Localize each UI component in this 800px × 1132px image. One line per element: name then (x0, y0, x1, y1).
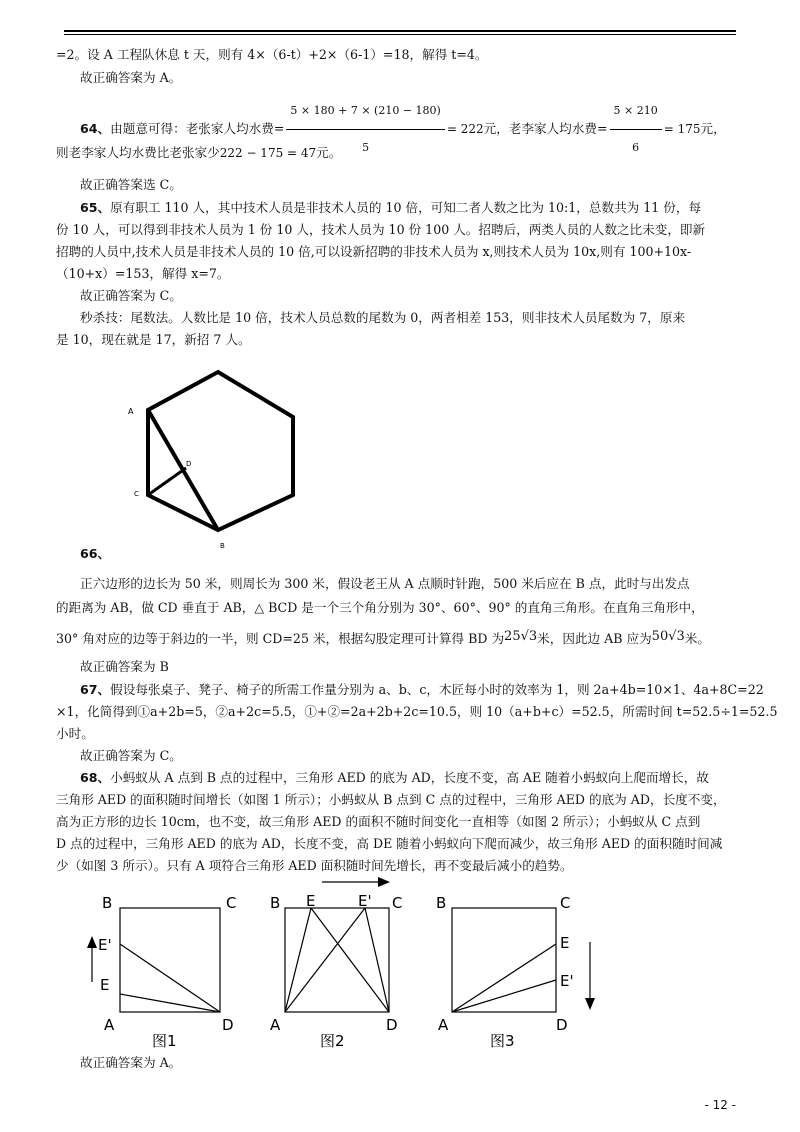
q65-line2: 份 10 人，可以得到非技术人员为 1 份 10 人，技术人员为 10 份 100 人。招聘后，两类人员的人数之比未变，即新 (56, 222, 706, 237)
fraction-numerator: 5 × 180 + 7 × (210 − 180) (286, 94, 444, 130)
q66-line3 (56, 626, 746, 650)
q64-text-d: 则老李家人均水费比老张家少 (56, 145, 220, 160)
q68-number: 68、 (80, 770, 111, 785)
fig1-arrowhead-icon (87, 936, 97, 948)
fig1-caption: 图1 (152, 1032, 177, 1050)
line-prev-solution: =2。设 A 工程队休息 t 天，则有 4×（6-t）+2×（6-1）=18，解得 t=4。 (56, 47, 488, 62)
fig1-label-a: A (104, 1016, 115, 1034)
hex-label-b: B (220, 542, 225, 550)
fig3-label-b: B (436, 894, 447, 912)
q65-trick-line2: 是 10，现在就是 17，新招 7 人。 (56, 332, 251, 347)
fig3-label-c: C (560, 894, 571, 912)
header-rule-bottom (64, 34, 736, 35)
fig1-label-e: E (100, 976, 110, 994)
q66-number: 66、 (80, 546, 111, 561)
fig3-line-a-e (452, 944, 556, 1012)
fig3-label-e1: E' (560, 972, 574, 990)
fig3-line-a-e1 (452, 980, 556, 1012)
fig2-label-c: C (392, 894, 403, 912)
q66-text-c: 米。 (684, 631, 710, 646)
q66-line1: 正六边形的边长为 50 米，则周长为 300 米，假设老王从 A 点顺时针跑，500 米后应在 B 点，此时与出发点 (80, 576, 690, 591)
q66-bd-value: 25√3 (504, 629, 538, 644)
fig2-label-e: E (306, 892, 316, 910)
q64-text-e: 元。 (316, 145, 342, 160)
fig1-line-e-d (120, 994, 220, 1012)
fig2-label-e1: E' (358, 892, 372, 910)
answer-65: 故正确答案为 C。 (80, 288, 182, 303)
page-number: - 12 - (704, 1098, 736, 1112)
q64-text-c: 元， (700, 121, 726, 136)
q68-line4: D 点的过程中，三角形 AED 的底为 AD，长度不变，高 DE 随着小蚂蚁向下爬而减少，故三角形 AED 的面积随时间减 (56, 836, 723, 851)
fig2-label-a: A (270, 1016, 281, 1034)
q66-text-b: 米，因此边 AB 应为 (537, 631, 652, 646)
fig3-caption: 图3 (490, 1032, 515, 1050)
answer-67: 故正确答案为 C。 (80, 748, 182, 763)
q65-number: 65、 (80, 200, 111, 215)
q67-number: 67、 (80, 682, 111, 697)
answer-68: 故正确答案为 A。 (80, 1055, 182, 1070)
q64-number: 64、 (80, 121, 111, 136)
q64-line2 (56, 142, 746, 164)
hex-label-c: C (134, 490, 139, 498)
fig2-line-a-e1 (285, 908, 365, 1012)
fig3-label-e: E (560, 934, 570, 952)
answer-66: 故正确答案为 B (80, 659, 169, 674)
fig1-label-d: D (222, 1016, 234, 1034)
segment-cd (148, 468, 186, 495)
q65-line1 (80, 197, 746, 219)
fig2-line-a-e (285, 908, 311, 1012)
q66-text-a: 30° 角对应的边等于斜边的一半，则 CD=25 米，根据勾股定理可计算得 BD 为 (56, 631, 505, 646)
fig1-label-c: C (226, 894, 237, 912)
hex-label-d: D (186, 460, 192, 468)
q68-text-1: 小蚂蚁从 A 点到 B 点的过程中，三角形 AED 的底为 AD，长度不变，高 AE 随着小蚂蚁向上爬而增长，故 (110, 770, 709, 785)
fraction-denominator: 5 (362, 141, 370, 154)
q68-line2: 三角形 AED 的面积随时间增长（如图 1 所示）；小蚂蚁从 B 点到 C 点的过程中，三角形 AED 的底为 AD，长度不变， (56, 792, 726, 807)
hex-label-a: A (128, 407, 134, 416)
q68-line3: 高为正方形的边长 10cm，也不变，故三角形 AED 的面积不随时间变化一直相等（如图 2 所示）；小蚂蚁从 C 点到 (56, 814, 701, 829)
fig3-arrowhead-icon (585, 998, 595, 1010)
q66-number-line (80, 543, 746, 565)
q64-text-a: 由题意可得：老张家人均水费= (110, 121, 285, 136)
q64-text-b: 元，老李家人均水费= (483, 121, 608, 136)
q66-ab-value: 50√3 (651, 629, 685, 644)
fig2-label-b: B (270, 894, 281, 912)
q64-difference: 222 − 175 = 47 (219, 146, 317, 160)
header-rule-top (64, 30, 736, 32)
fig2-square (285, 908, 389, 1012)
q67-line2: ×1，化简得到①a+2b=5，②a+2c=5.5，①+②=2a+2b+2c=10.5，则 10（a+b+c）=52.5，所需时间 t=52.5÷1=52.5 (56, 704, 778, 719)
q68-line1 (80, 767, 746, 789)
q65-line4: （10+x）=153，解得 x=7。 (56, 266, 230, 281)
fig2-label-d: D (386, 1016, 398, 1034)
fraction-numerator: 5 × 210 (610, 94, 662, 130)
ant-path-figures (80, 872, 600, 1052)
fig3-label-d: D (556, 1016, 568, 1034)
fig2-arrowhead-icon (378, 877, 390, 887)
q65-trick-line1: 秒杀技：尾数法。人数比是 10 倍，技术人员总数的尾数为 0，两者相差 153，则非技术人员尾数为 7，原来 (80, 310, 686, 325)
q64-result-2: = 175 (663, 122, 701, 136)
fig1-label-b: B (102, 894, 113, 912)
q65-line3: 招聘的人员中,技术人员是非技术人员的 10 倍,可以设新招聘的非技术人员为 x,则技术人员为 10x,则有 100+10x- (56, 244, 692, 259)
q66-line2: 的距离为 AB，做 CD 垂直于 AB，△ BCD 是一个三个角分别为 30°、60°、90° 的直角三角形。在直角三角形中， (56, 600, 704, 615)
q67-text-1: 假设每张桌子、凳子、椅子的所需工作量分别为 a、b、c，木匠每小时的效率为 1，则 2a+4b=10×1、4a+8C=22 (110, 682, 764, 697)
q67-line3: 小时。 (56, 726, 94, 741)
q68-line5: 少（如图 3 所示）。只有 A 项符合三角形 AED 面积随时间先增长，再不变最后减小的趋势。 (56, 858, 573, 873)
fig2-caption: 图2 (320, 1032, 345, 1050)
fig1-line-e1-d (120, 944, 220, 1012)
fig1-label-e1: E' (98, 936, 112, 954)
fig3-label-a: A (438, 1016, 449, 1034)
q65-text-1: 原有职工 110 人，其中技术人员是非技术人员的 10 倍，可知二者人数之比为 10:1，总数共为 11 份，每 (110, 200, 702, 215)
q64-result-1: = 222 (446, 122, 484, 136)
answer-64: 故正确答案选 C。 (80, 177, 182, 192)
answer-63: 故正确答案为 A。 (80, 70, 182, 85)
fraction-denominator: 6 (632, 141, 640, 154)
hexagon-figure (120, 362, 310, 562)
q67-line1 (80, 679, 764, 701)
